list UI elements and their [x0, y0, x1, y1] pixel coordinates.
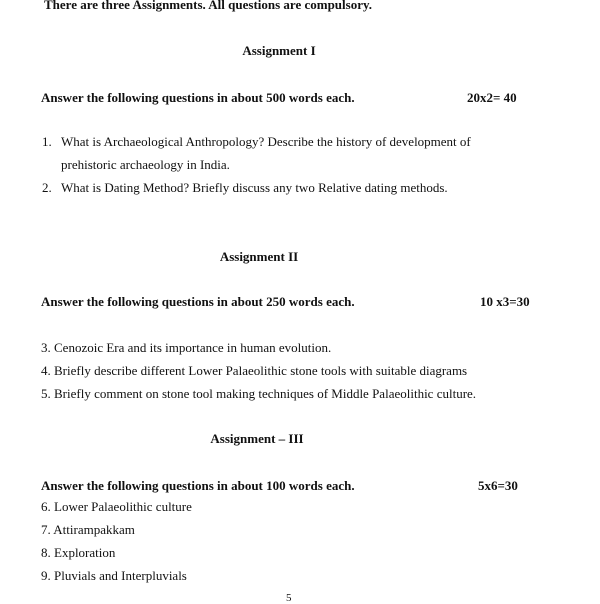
assignment-2-instruction: Answer the following questions in about 250 words each. [41, 294, 355, 309]
assignment-3-heading: Assignment – III [210, 431, 304, 446]
assignment-2-marks: 10 x3=30 [480, 294, 530, 309]
assignment-1-instruction: Answer the following questions in about 500 words each. [41, 90, 355, 105]
page-number: 5 [286, 592, 292, 604]
assignment-2-heading: Assignment II [219, 249, 299, 264]
question-4: 4. Briefly describe different Lower Palaeolithic stone tools with suitable diagrams [41, 363, 468, 378]
intro-text: There are three Assignments. All questions are compulsory. [44, 0, 373, 12]
question-9: 9. Pluvials and Interpluvials [41, 568, 187, 583]
question-7: 7. Attirampakkam [41, 522, 135, 537]
assignment-3-marks: 5x6=30 [478, 478, 518, 493]
assignment-3-instruction: Answer the following questions in about 100 words each. [41, 478, 355, 493]
question-6: 6. Lower Palaeolithic culture [41, 499, 192, 514]
question-1-text-continued: prehistoric archaeology in India. [61, 157, 230, 172]
assignment-1-heading: Assignment I [242, 43, 316, 58]
question-1-number: 1. [42, 134, 52, 149]
question-3: 3. Cenozoic Era and its importance in human evolution. [41, 340, 332, 355]
question-2-number: 2. [42, 180, 52, 195]
assignment-1-marks: 20x2= 40 [467, 90, 517, 105]
question-2-text: What is Dating Method? Briefly discuss any two Relative dating methods. [61, 180, 448, 195]
question-8: 8. Exploration [41, 545, 116, 560]
question-1-text: What is Archaeological Anthropology? Describe the history of development of [61, 134, 471, 149]
question-5: 5. Briefly comment on stone tool making techniques of Middle Palaeolithic culture. [41, 386, 477, 401]
